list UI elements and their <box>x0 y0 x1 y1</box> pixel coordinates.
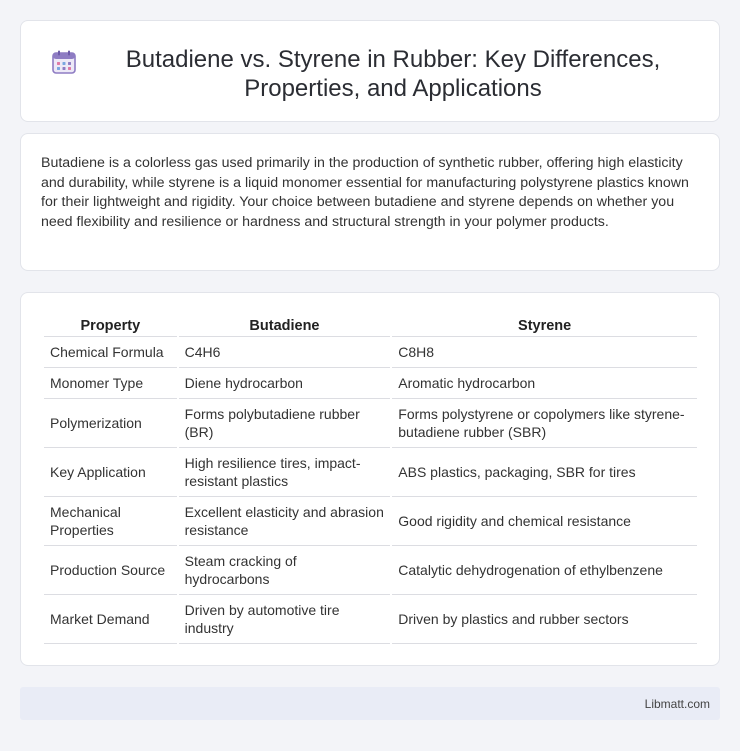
styrene-cell: Aromatic hydrocarbon <box>392 368 697 399</box>
butadiene-cell: Driven by automotive tire industry <box>179 595 391 644</box>
property-cell: Market Demand <box>44 595 177 644</box>
header-butadiene: Butadiene <box>179 313 391 337</box>
calendar-icon <box>51 49 77 75</box>
footer-bar <box>20 687 720 720</box>
property-cell: Monomer Type <box>44 368 177 399</box>
table-row <box>44 546 697 595</box>
header-styrene: Styrene <box>392 313 697 337</box>
butadiene-cell: Forms polybutadiene rubber (BR) <box>179 399 391 448</box>
butadiene-cell: High resilience tires, impact-resistant plastics <box>179 448 391 497</box>
table-row <box>44 595 697 644</box>
table-row <box>44 448 697 497</box>
comparison-card <box>20 292 720 666</box>
intro-paragraph: Butadiene is a colorless gas used primarily in the production of synthetic rubber, offering high elasticity and durability, while styrene is a liquid monomer essential for manufacturing polystyrene plastics known for their lightweight and rigidity. Your choice between butadiene and styrene depends on whether you need flexibility and resilience or hardness and structural strength in your polymer products. <box>41 155 689 230</box>
butadiene-cell: C4H6 <box>179 337 391 368</box>
table-header-row <box>44 313 697 337</box>
header-property: Property <box>44 313 177 337</box>
property-cell: Chemical Formula <box>44 337 177 368</box>
property-cell: Production Source <box>44 546 177 595</box>
footer-brand-link[interactable]: Libmatt.com <box>644 697 710 711</box>
property-cell: Key Application <box>44 448 177 497</box>
table-row <box>44 497 697 546</box>
butadiene-cell: Diene hydrocarbon <box>179 368 391 399</box>
styrene-cell: Catalytic dehydrogenation of ethylbenzene <box>392 546 697 595</box>
styrene-cell: Good rigidity and chemical resistance <box>392 497 697 546</box>
property-cell: Polymerization <box>44 399 177 448</box>
intro-card <box>20 133 720 271</box>
page-title: Butadiene vs. Styrene in Rubber: Key Differences, Properties, and Applications <box>125 46 661 102</box>
styrene-cell: Driven by plastics and rubber sectors <box>392 595 697 644</box>
styrene-cell: ABS plastics, packaging, SBR for tires <box>392 448 697 497</box>
comparison-table <box>42 313 699 644</box>
property-cell: Mechanical Properties <box>44 497 177 546</box>
butadiene-cell: Steam cracking of hydrocarbons <box>179 546 391 595</box>
title-wrap <box>21 21 719 103</box>
butadiene-cell: Excellent elasticity and abrasion resistance <box>179 497 391 546</box>
table-row <box>44 337 697 368</box>
table-row <box>44 399 697 448</box>
styrene-cell: Forms polystyrene or copolymers like styrene-butadiene rubber (SBR) <box>392 399 697 448</box>
table-row <box>44 368 697 399</box>
title-card <box>20 20 720 122</box>
styrene-cell: C8H8 <box>392 337 697 368</box>
